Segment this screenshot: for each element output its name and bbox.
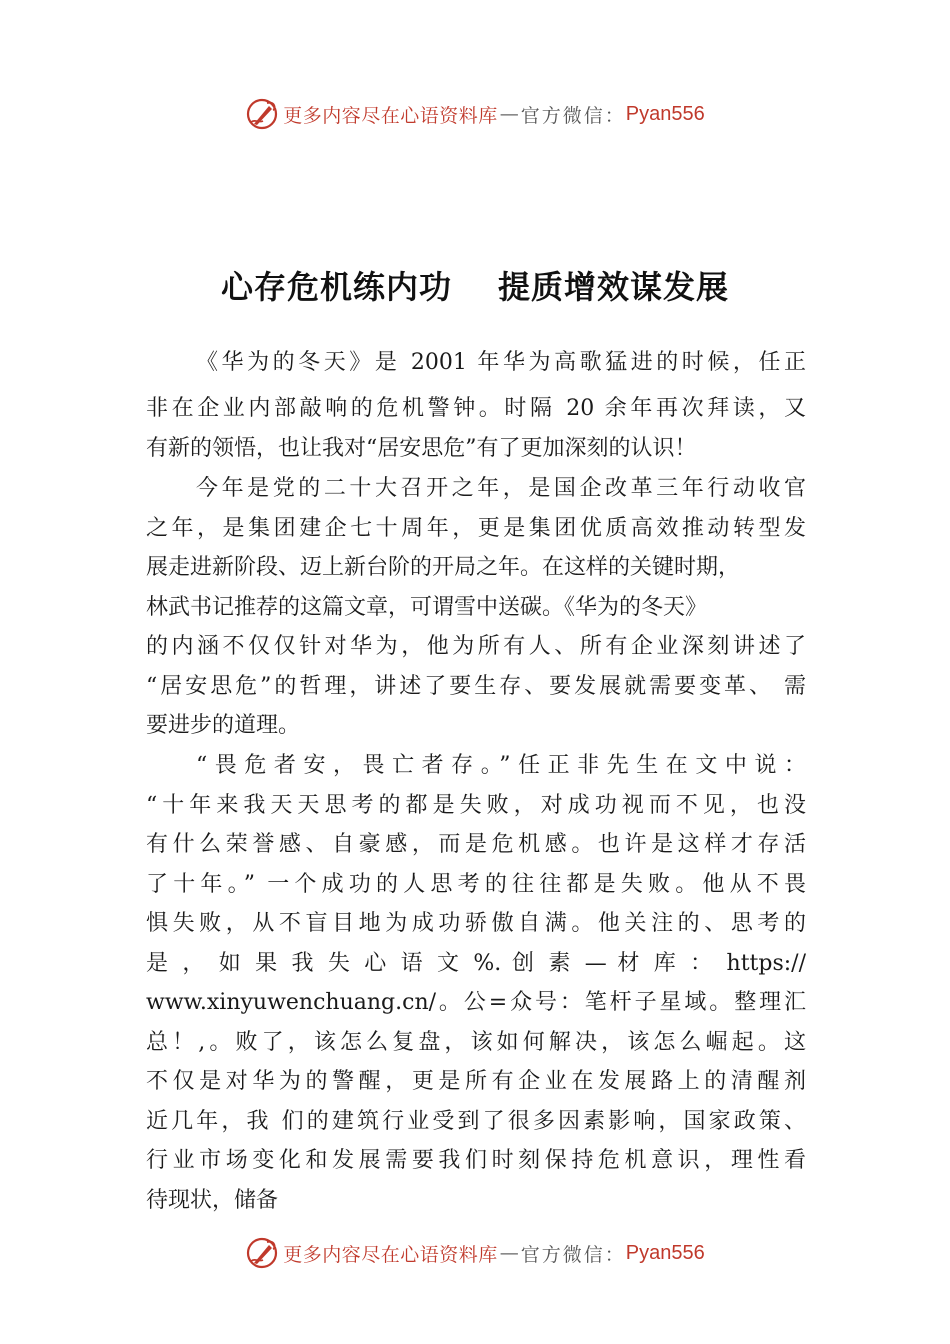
title-part-1: 心存危机练内功 — [220, 268, 452, 306]
body-line: 有什么荣誉感、自豪感，而是危机感。也许是这样才存活 — [146, 832, 806, 857]
body-line: 非在企业内部敲响的危机警钟。时隔 20 余年再次拜读，又 — [146, 396, 806, 421]
header-text: 更多内容尽在心语资料库 — [283, 104, 498, 127]
body-line: “十年来我天天思考的都是失败，对成功视而不见，也没 — [146, 793, 806, 818]
header-wechat-id: Pyan556 — [625, 102, 705, 125]
body-line: “居安思危”的哲理，讲述了要生存、要发展就需要变革、 需 — [146, 674, 806, 699]
footer-banner — [0, 1233, 950, 1273]
body-line: 了十年。” 一个成功的人思考的往往都是失败。他从不畏 — [146, 872, 806, 897]
body-line: 不仅是对华为的警醒，更是所有企业在发展路上的清醒剂 — [146, 1069, 806, 1094]
body-line: 今年是党的二十大召开之年，是国企改革三年行动收官 — [196, 476, 806, 501]
footer-separator: — — [499, 1242, 519, 1264]
header-banner — [0, 94, 950, 134]
footer-wechat-label: 官方微信： — [520, 1243, 626, 1266]
body-line: www.xinyuwenchuang.cn/。公=众号：笔杆子星域。整理汇 — [146, 990, 806, 1015]
document-title — [0, 262, 950, 308]
footer-wechat-id: Pyan556 — [625, 1241, 705, 1264]
body-line: 之年，是集团建企七十周年，更是集团优质高效推动转型发 — [146, 516, 806, 541]
footer-text: 更多内容尽在心语资料库 — [283, 1243, 498, 1266]
body-line: 是 ， 如 果 我 失 心 语 文 %. 创 素 — 材 库 ： https:// — [146, 951, 806, 976]
body-line: 的内涵不仅仅针对华为，他为所有人、所有企业深刻讲述了 — [146, 634, 806, 659]
title-part-2: 提质增效谋发展 — [498, 268, 730, 306]
body-line: 行业市场变化和发展需要我们时刻保持危机意识，理性看 — [146, 1148, 806, 1173]
body-line: 林武书记推荐的这篇文章，可谓雪中送碳。《华为的冬天》 — [146, 595, 708, 620]
body-line: 展走进新阶段、迈上新台阶的开局之年。在这样的关键时期， — [146, 555, 741, 580]
body-line: 总！,。败了，该怎么复盘，该如何解决，该怎么崛起。这 — [146, 1030, 806, 1055]
body-line: 待现状，储备 — [146, 1188, 279, 1213]
quill-logo-icon — [245, 1236, 279, 1270]
body-line: 有新的领悟，也让我对“居安思危”有了更加深刻的认识！ — [146, 436, 697, 461]
header-separator: — — [499, 103, 519, 125]
body-line: 惧失败，从不盲目地为成功骄傲自满。他关注的、思考的 — [146, 911, 806, 936]
body-line: 近几年，我 们的建筑行业受到了很多因素影响，国家政策、 — [146, 1109, 806, 1134]
body-line: 要进步的道理。 — [146, 713, 301, 738]
body-line: “畏危者安，畏亡者存。”任正非先生在文中说： — [196, 753, 806, 778]
body-line: 《华为的冬天》是 2001 年华为高歌猛进的时候，任正 — [196, 350, 806, 375]
quill-logo-icon — [245, 97, 279, 131]
header-wechat-label: 官方微信： — [520, 104, 626, 127]
